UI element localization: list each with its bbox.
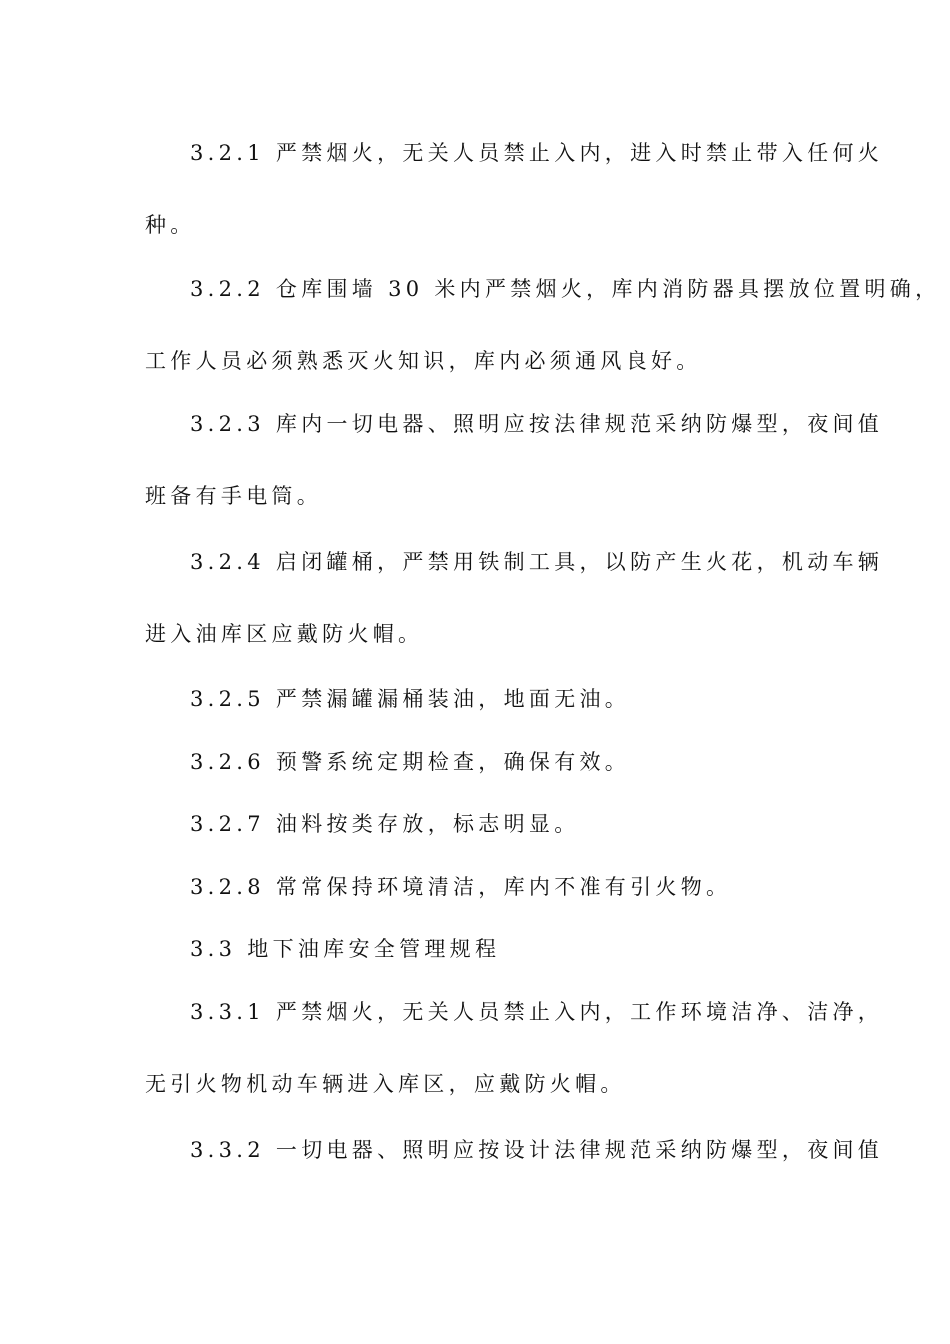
paragraph-3-2-2-line-2: 工作人员必须熟悉灭火知识，库内必须通风良好。 xyxy=(145,349,702,373)
paragraph-3-2-5: 3.2.5 严禁漏罐漏桶装油，地面无油。 xyxy=(190,687,631,711)
paragraph-3-2-4-line-1: 3.2.4 启闭罐桶，严禁用铁制工具，以防产生火花，机动车辆 xyxy=(190,550,884,574)
paragraph-3-2-4-line-2: 进入油库区应戴防火帽。 xyxy=(145,622,424,646)
paragraph-3-2-8: 3.2.8 常常保持环境清洁，库内不准有引火物。 xyxy=(190,875,732,899)
paragraph-3-3-1-line-2: 无引火物机动车辆进入库区，应戴防火帽。 xyxy=(145,1072,626,1096)
section-heading-3-3: 3.3 地下油库安全管理规程 xyxy=(190,937,501,961)
paragraph-3-2-1-line-2: 种。 xyxy=(145,213,196,237)
paragraph-3-2-1-line-1: 3.2.1 严禁烟火，无关人员禁止入内，进入时禁止带入任何火 xyxy=(190,141,884,165)
paragraph-3-2-6: 3.2.6 预警系统定期检查，确保有效。 xyxy=(190,750,631,774)
paragraph-3-2-2-line-1: 3.2.2 仓库围墙 30 米内严禁烟火，库内消防器具摆放位置明确， xyxy=(190,277,941,301)
paragraph-3-2-3-line-1: 3.2.3 库内一切电器、照明应按法律规范采纳防爆型，夜间值 xyxy=(190,412,884,436)
paragraph-3-2-3-line-2: 班备有手电筒。 xyxy=(145,484,323,508)
paragraph-3-2-7: 3.2.7 油料按类存放，标志明显。 xyxy=(190,812,580,836)
paragraph-3-3-2-line-1: 3.3.2 一切电器、照明应按设计法律规范采纳防爆型，夜间值 xyxy=(190,1138,884,1162)
paragraph-3-3-1-line-1: 3.3.1 严禁烟火，无关人员禁止入内，工作环境洁净、洁净， xyxy=(190,1000,884,1024)
